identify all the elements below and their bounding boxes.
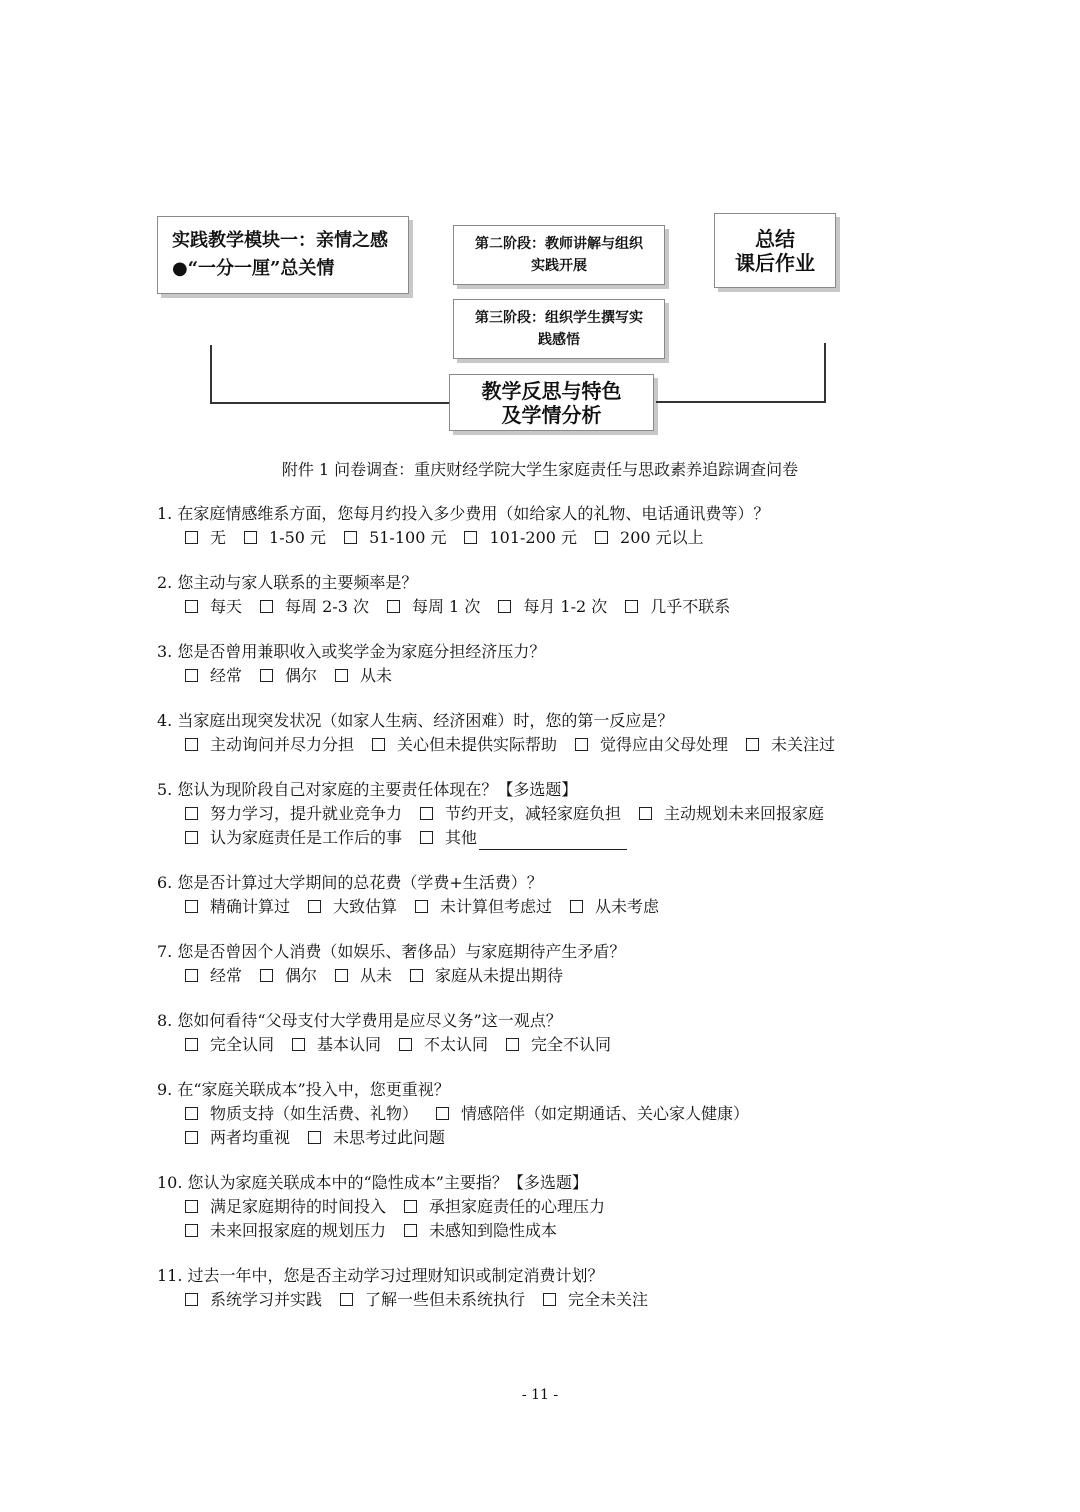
stage3-line2: 践感悟: [538, 332, 580, 348]
checkbox-icon[interactable]: [420, 807, 433, 820]
checkbox-icon[interactable]: [260, 669, 273, 682]
checkbox-icon[interactable]: [185, 969, 198, 982]
summary-line1: 总结: [755, 226, 795, 251]
option[interactable]: [185, 664, 242, 688]
options-row: [157, 1102, 957, 1126]
option[interactable]: [308, 895, 397, 919]
options-row: [157, 826, 957, 850]
options-row: [157, 733, 957, 757]
connector-right-vertical: [824, 343, 826, 403]
option-label: 完全不认同: [531, 1035, 612, 1054]
option-label: 每周 1 次: [411, 597, 481, 616]
options-row: [157, 1126, 957, 1150]
option[interactable]: [420, 826, 627, 850]
checkbox-icon[interactable]: [639, 807, 652, 820]
option-label: 两者均重视: [210, 1128, 291, 1147]
checkbox-icon[interactable]: [410, 969, 423, 982]
option[interactable]: [260, 595, 369, 619]
option-label: 未思考过此问题: [333, 1128, 446, 1147]
option[interactable]: [335, 664, 392, 688]
option[interactable]: [372, 733, 557, 757]
appendix-title: 附件 1 问卷调查：重庆财经学院大学生家庭责任与思政素养追踪调查问卷: [281, 460, 799, 479]
question-3: [157, 640, 957, 688]
question-text: 6. 您是否计算过大学期间的总花费（学费+生活费）？: [157, 873, 543, 892]
question-text: 4. 当家庭出现突发状况（如家人生病、经济困难）时，您的第一反应是？: [157, 711, 674, 730]
option[interactable]: [639, 802, 824, 826]
option-label: 每天: [210, 597, 243, 616]
option-label: 101-200 元: [489, 528, 578, 547]
option-label: 完全认同: [210, 1035, 275, 1054]
options-row: [157, 1195, 957, 1219]
checkbox-icon[interactable]: [244, 531, 257, 544]
checkbox-icon[interactable]: [340, 1293, 353, 1306]
option-label: 承担家庭责任的心理压力: [429, 1197, 606, 1216]
checkbox-icon[interactable]: [185, 900, 198, 913]
option[interactable]: [185, 1102, 418, 1126]
checkbox-icon[interactable]: [185, 1107, 198, 1120]
option-label: 经常: [210, 666, 243, 685]
checkbox-icon[interactable]: [387, 600, 400, 613]
options-row: [157, 595, 957, 619]
checkbox-icon[interactable]: [543, 1293, 556, 1306]
checkbox-icon[interactable]: [185, 807, 198, 820]
option[interactable]: [260, 964, 317, 988]
stage3-line1: 第三阶段：组织学生撰写实: [475, 310, 643, 326]
option-label: 1-50 元: [269, 528, 327, 547]
reflection-line2: 及学情分析: [501, 402, 602, 427]
summary-box: [714, 213, 836, 288]
option-label: 每周 2-3 次: [285, 597, 369, 616]
options-row: [157, 964, 957, 988]
question-text: 7. 您是否曾因个人消费（如娱乐、奢侈品）与家庭期待产生矛盾？: [157, 942, 626, 961]
checkbox-icon[interactable]: [185, 1038, 198, 1051]
option[interactable]: [746, 733, 835, 757]
checkbox-icon[interactable]: [436, 1107, 449, 1120]
option[interactable]: [506, 1033, 611, 1057]
question-7: [157, 940, 957, 988]
option[interactable]: [404, 1219, 557, 1243]
options-row: [157, 1033, 957, 1057]
option[interactable]: [340, 1288, 525, 1312]
question-text: 8. 您如何看待“父母支付大学费用是应尽义务”这一观点？: [157, 1011, 562, 1030]
question-2: [157, 571, 957, 619]
option-label: 其他: [445, 828, 478, 847]
option[interactable]: [185, 964, 242, 988]
option[interactable]: [185, 526, 226, 550]
checkbox-icon[interactable]: [185, 1224, 198, 1237]
checkbox-icon[interactable]: [185, 1131, 198, 1144]
option[interactable]: [415, 895, 552, 919]
option[interactable]: [498, 595, 607, 619]
options-row: [157, 895, 957, 919]
checkbox-icon[interactable]: [260, 600, 273, 613]
option-label: 努力学习，提升就业竞争力: [210, 804, 403, 823]
option-label: 几乎不联系: [650, 597, 731, 616]
question-10: [157, 1171, 957, 1243]
option-label: 从未: [360, 666, 393, 685]
checkbox-icon[interactable]: [185, 831, 198, 844]
option[interactable]: [387, 595, 480, 619]
option[interactable]: [185, 1126, 290, 1150]
checkbox-icon[interactable]: [260, 969, 273, 982]
checkbox-icon[interactable]: [308, 1131, 321, 1144]
module-title: 实践教学模块一：亲情之感: [172, 230, 388, 251]
checkbox-icon[interactable]: [570, 900, 583, 913]
question-text: 10. 您认为家庭关联成本中的“隐性成本”主要指？【多选题】: [157, 1173, 588, 1192]
checkbox-icon[interactable]: [185, 738, 198, 751]
checkbox-icon[interactable]: [185, 531, 198, 544]
option-label: 关心但未提供实际帮助: [397, 735, 558, 754]
options-row: [157, 802, 957, 826]
checkbox-icon[interactable]: [185, 600, 198, 613]
options-row: [157, 1288, 957, 1312]
option[interactable]: [420, 802, 621, 826]
option-label: 200 元以上: [620, 528, 704, 547]
option-label: 情感陪伴（如定期通话、关心家人健康）: [461, 1104, 750, 1123]
option[interactable]: [185, 1195, 386, 1219]
option-label: 节约开支，减轻家庭负担: [445, 804, 622, 823]
option-label: 51-100 元: [369, 528, 447, 547]
option-label: 偶尔: [285, 966, 318, 985]
option[interactable]: [185, 826, 402, 850]
option[interactable]: [436, 1102, 749, 1126]
option-label: 无: [210, 528, 227, 547]
option[interactable]: [308, 1126, 445, 1150]
checkbox-icon[interactable]: [498, 600, 511, 613]
connector-left-vertical: [210, 345, 212, 404]
option-label: 从未考虑: [595, 897, 660, 916]
option[interactable]: [410, 964, 563, 988]
question-5: [157, 778, 957, 850]
option[interactable]: [335, 964, 392, 988]
option-label: 物质支持（如生活费、礼物）: [210, 1104, 419, 1123]
stage3-box: [453, 299, 665, 359]
option[interactable]: [344, 526, 446, 550]
option[interactable]: [185, 802, 402, 826]
option-label: 从未: [360, 966, 393, 985]
option-label: 认为家庭责任是工作后的事: [210, 828, 403, 847]
question-1: [157, 502, 957, 550]
stage2-line1: 第二阶段：教师讲解与组织: [475, 236, 643, 252]
checkbox-icon[interactable]: [595, 531, 608, 544]
option[interactable]: [185, 595, 242, 619]
option-label: 完全未关注: [568, 1290, 649, 1309]
option-label: 基本认同: [317, 1035, 382, 1054]
option-label: 精确计算过: [210, 897, 291, 916]
question-text: 2. 您主动与家人联系的主要频率是？: [157, 573, 418, 592]
question-text: 5. 您认为现阶段自己对家庭的主要责任体现在？【多选题】: [157, 780, 578, 799]
option-label: 主动规划未来回报家庭: [664, 804, 825, 823]
checkbox-icon[interactable]: [344, 531, 357, 544]
option[interactable]: [595, 526, 704, 550]
option[interactable]: [575, 733, 728, 757]
option-label: 每月 1-2 次: [523, 597, 608, 616]
checkbox-icon[interactable]: [575, 738, 588, 751]
checkbox-icon[interactable]: [415, 900, 428, 913]
checkbox-icon[interactable]: [420, 831, 433, 844]
option[interactable]: [570, 895, 659, 919]
connector-left-horizontal: [210, 402, 449, 404]
option-label: 未关注过: [771, 735, 836, 754]
option-label: 觉得应由父母处理: [600, 735, 729, 754]
checkbox-icon[interactable]: [185, 1293, 198, 1306]
stage2-box: [453, 225, 665, 285]
question-4: [157, 709, 957, 757]
option-label: 经常: [210, 966, 243, 985]
question-text: 11. 过去一年中，您是否主动学习过理财知识或制定消费计划？: [157, 1266, 604, 1285]
question-text: 1. 在家庭情感维系方面，您每月约投入多少费用（如给家人的礼物、电话通讯费等）？: [157, 504, 770, 523]
option[interactable]: [399, 1033, 488, 1057]
option[interactable]: [185, 1288, 322, 1312]
option[interactable]: [292, 1033, 381, 1057]
module-box: [157, 216, 409, 294]
page-number: - 11 -: [521, 1387, 559, 1403]
options-row: [157, 664, 957, 688]
other-blank-input[interactable]: [479, 833, 627, 850]
question-11: [157, 1264, 957, 1312]
option[interactable]: [185, 1033, 274, 1057]
option-label: 主动询问并尽力分担: [210, 735, 355, 754]
options-row: [157, 526, 957, 550]
option[interactable]: [260, 664, 317, 688]
checkbox-icon[interactable]: [404, 1200, 417, 1213]
checkbox-icon[interactable]: [372, 738, 385, 751]
reflection-line1: 教学反思与特色: [481, 378, 622, 403]
option[interactable]: [404, 1195, 605, 1219]
option-label: 不太认同: [424, 1035, 489, 1054]
question-text: 3. 您是否曾用兼职收入或奖学金为家庭分担经济压力？: [157, 642, 546, 661]
checkbox-icon[interactable]: [464, 531, 477, 544]
option-label: 家庭从未提出期待: [435, 966, 564, 985]
option[interactable]: [625, 595, 730, 619]
module-subtitle: ●“一分一厘”总关情: [172, 258, 335, 279]
checkbox-icon[interactable]: [335, 669, 348, 682]
option[interactable]: [464, 526, 577, 550]
option-label: 未来回报家庭的规划压力: [210, 1221, 387, 1240]
checkbox-icon[interactable]: [399, 1038, 412, 1051]
question-6: [157, 871, 957, 919]
option-label: 满足家庭期待的时间投入: [210, 1197, 387, 1216]
checkbox-icon[interactable]: [404, 1224, 417, 1237]
checkbox-icon[interactable]: [746, 738, 759, 751]
options-row: [157, 1219, 957, 1243]
option[interactable]: [185, 895, 290, 919]
option-label: 未感知到隐性成本: [429, 1221, 558, 1240]
option[interactable]: [543, 1288, 648, 1312]
checkbox-icon[interactable]: [185, 669, 198, 682]
checkbox-icon[interactable]: [625, 600, 638, 613]
option[interactable]: [185, 1219, 386, 1243]
connector-right-horizontal: [656, 401, 826, 403]
checkbox-icon[interactable]: [506, 1038, 519, 1051]
option-label: 系统学习并实践: [210, 1290, 323, 1309]
checkbox-icon[interactable]: [308, 900, 321, 913]
stage2-line2: 实践开展: [531, 258, 587, 274]
option[interactable]: [244, 526, 326, 550]
option-label: 大致估算: [333, 897, 398, 916]
option[interactable]: [185, 733, 354, 757]
checkbox-icon[interactable]: [292, 1038, 305, 1051]
option-label: 未计算但考虑过: [440, 897, 553, 916]
option-label: 了解一些但未系统执行: [365, 1290, 526, 1309]
question-9: [157, 1078, 957, 1150]
question-8: [157, 1009, 957, 1057]
summary-line2: 课后作业: [735, 250, 815, 275]
option-label: 偶尔: [285, 666, 318, 685]
question-text: 9. 在“家庭关联成本”投入中，您更重视？: [157, 1080, 450, 1099]
reflection-box: [449, 374, 654, 431]
checkbox-icon[interactable]: [335, 969, 348, 982]
checkbox-icon[interactable]: [185, 1200, 198, 1213]
